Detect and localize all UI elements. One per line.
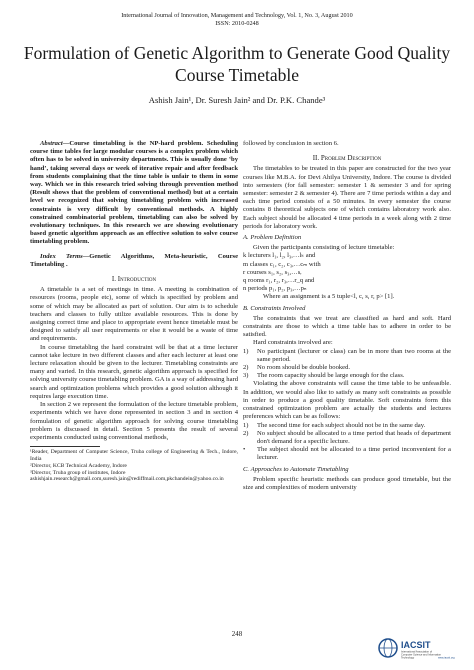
- list-item: [243, 430, 451, 446]
- hard-constraints-intro: Hard constraints involved are:: [253, 339, 333, 347]
- iacsit-logo: [378, 636, 458, 660]
- footnote-1: ¹Reader, Department of Computer Science, Truba college of Engineering & Tech., Indore, India: [30, 449, 238, 462]
- list-item: [243, 348, 451, 364]
- soft-constraints-list: [243, 422, 451, 463]
- footnotes: [30, 449, 238, 483]
- list-item: [243, 364, 451, 372]
- journal-name: International Journal of Innovation, Management and Technology, Vol. 1, No. 3, August 2010: [121, 12, 353, 19]
- approaches-paragraph: Problem specific heuristic methods can produce good timetable, but the size and complexities of modern university: [243, 475, 451, 491]
- list-text: No participant (lecturer or class) can be in more than two rooms at the same period.: [257, 347, 451, 363]
- logo-sub-2: Computer Science and Information: [401, 653, 442, 657]
- logo-name: IACSIT: [401, 640, 431, 650]
- index-terms-text: —Genetic Algorithms, Meta-heuristic, Course Timetabling .: [30, 252, 238, 268]
- logo-url: www.iacsit.org: [438, 656, 455, 660]
- constraints-paragraph: The constraints that we treat are classified as hard and soft. Hard constraints are those to which a time table has to adhere in order to be satisfied.: [243, 314, 451, 339]
- definition-list: [243, 252, 451, 293]
- section-heading-intro: I. Introduction: [111, 275, 157, 284]
- list-marker: 2): [243, 364, 249, 372]
- definition-line: q rooms r₁, r₂, r₃,…r_q and: [243, 277, 315, 285]
- assignment-tuple: Where an assignment is a 5 tuple<l, c, s, r, p> [1].: [263, 293, 395, 301]
- journal-header: [0, 12, 474, 28]
- definition-line: r courses s₁, s₂, s₃,…sᵣ: [243, 268, 302, 276]
- right-column: [243, 140, 451, 492]
- logo-sub-1: International Association of: [401, 650, 433, 654]
- left-column: [30, 140, 238, 483]
- authors: Ashish Jain¹, Dr. Suresh Jain² and Dr. P.K. Chande³: [148, 95, 326, 105]
- list-text: The room capacity should be large enough for the class.: [257, 372, 405, 380]
- list-marker: 2): [243, 429, 249, 437]
- footnote-rule: [30, 446, 100, 447]
- abstract-text: —Course timetabling is the NP-hard problem. Scheduling course time tables for large modular courses is a complex problem which often has to be solved in university departments. This is usually done ‘by hand’, taking several days or week of iterative repair and after feedback from students complaining that the time table is unfair to them in some way. Which we in this research tried solving through prevention method (Result shows that the problem of conventional method) but at a certain level we recognized that solving timetabling problem with increased constraints is very difficult by conventional methods. A highly constrained combinatorial problem, timetabling can also be solved by evolutionary techniques. In this research we are showing evolutionary based genetic algorithm approach as an effective solution to solve course timetabling problem.: [30, 140, 238, 246]
- definition-intro: Given the participants consisting of lecture timetable:: [253, 244, 395, 252]
- list-text: No subject should be allocated to a time period that heads of department don't demand for a specific lecture.: [257, 429, 451, 445]
- hard-constraints-list: [243, 348, 451, 381]
- index-terms-label: Index Terms: [40, 252, 83, 260]
- list-marker: 3): [243, 372, 249, 380]
- list-item: [243, 372, 451, 380]
- intro-paragraph-1: A timetable is a set of meetings in time. A meeting is combination of resources (rooms, people etc), some of which is specified by problem and some of which may be allocated as part of solution. Our aim is to schedule teachers and classes to fully utilize available resources. This is done by assigning correct time and place to appropriate event hence timetable must be designed to satisfy all user requirements or else it would be a waste of time and requirements.: [30, 286, 238, 343]
- definition-line: k lecturers l₁, l₂, l₃,…lₖ and: [243, 252, 316, 260]
- abstract: [30, 140, 238, 247]
- footnote-2: ²Director, KCB Technical Academy, Indore: [30, 462, 127, 469]
- index-terms: [30, 253, 238, 269]
- continuation-text: followed by conclusion in section 6.: [243, 140, 339, 147]
- footnote-emails: ashishjain.research@gmail.com,suresh.jain@rediffmail.com,pkchandein@yahoo.co.in: [30, 476, 224, 483]
- problem-paragraph: The timetables to be treated in this paper are constructed for the two year courses like M.B.A. for Devi Ahilya University, Indore. The course is divided into semesters (for fall semester: semester 1 & semester 3 and for spring semester: semester 2 & semester 4). There are 7 time periods within a day and each time period consists of a 50 minutes. In every semester the course contains 8 theoretical subjects one of which contains laboratory work also. Each subject should be allocated 4 time periods in a week along with 2 time periods for laboratory work.: [243, 165, 451, 230]
- soft-constraints-paragraph: Violating the above constraints will cause the time table to be unfeasible. In addition, we would also like to satisfy as many soft constraints as possible in order to produce a good quality timetable. Soft constraints form this constrained optimization problem are actually the students and lectures preferences which can be as follows:: [243, 380, 451, 421]
- list-item: [243, 446, 451, 462]
- definition-line: n periods p₁, p₂, p₃,…pₙ: [243, 285, 307, 293]
- subsection-constraints: B. Constraints Involved: [243, 304, 306, 312]
- abstract-label: Abstract: [40, 140, 63, 147]
- list-marker: 1): [243, 421, 249, 429]
- paper-title: Formulation of Genetic Algorithm to Generate Good Quality Course Timetable: [23, 43, 451, 85]
- subsection-approaches: C. Approaches to Automate Timetabling: [243, 465, 349, 473]
- list-item: [243, 422, 451, 430]
- list-text: No room should be double booked.: [257, 364, 351, 372]
- issn: ISSN: 2010-0248: [215, 20, 259, 27]
- intro-paragraph-3: In section 2 we represent the formulation of the lecture timetable problem, experiments which we have done represented in section 3 and in section 4 formulation of genetic algorithm approach for solving course timetabling problem is discussed in detail. Section 5 presents the result of several experiments conducted using conventional methods,: [30, 401, 238, 441]
- logo-sub-3: Technology: [401, 656, 415, 660]
- list-marker: 1): [243, 347, 249, 355]
- list-text: The subject should not be allocated to a time period inconvenient for a lecturer.: [257, 446, 451, 462]
- footnote-3: ³Director, Truba group of institutes, Indore: [30, 469, 126, 476]
- definition-line: m classes c₁, c₂, c₃,…cₘ with: [243, 260, 321, 268]
- intro-paragraph-2: In course timetabling the hard constraint will be that at a time lecturer cannot take lecture in two different classes and after each lecturer at least one lecture relaxation should be given to the lecturer. Timetabling constraints are many and varied. In this research, genetic algorithm approach is specified for solving university course timetabling problem. GA is a way of addressing hard search and optimization problems which provides a good solution although it requires large execution time.: [30, 343, 238, 400]
- list-text: The second time for each subject should not be in the same day.: [257, 421, 426, 429]
- subsection-problem-definition: A. Problem Definition: [243, 234, 302, 242]
- list-marker: •: [243, 446, 246, 454]
- page-number: 248: [231, 630, 243, 638]
- section-heading-problem: II. Problem Description: [312, 154, 382, 163]
